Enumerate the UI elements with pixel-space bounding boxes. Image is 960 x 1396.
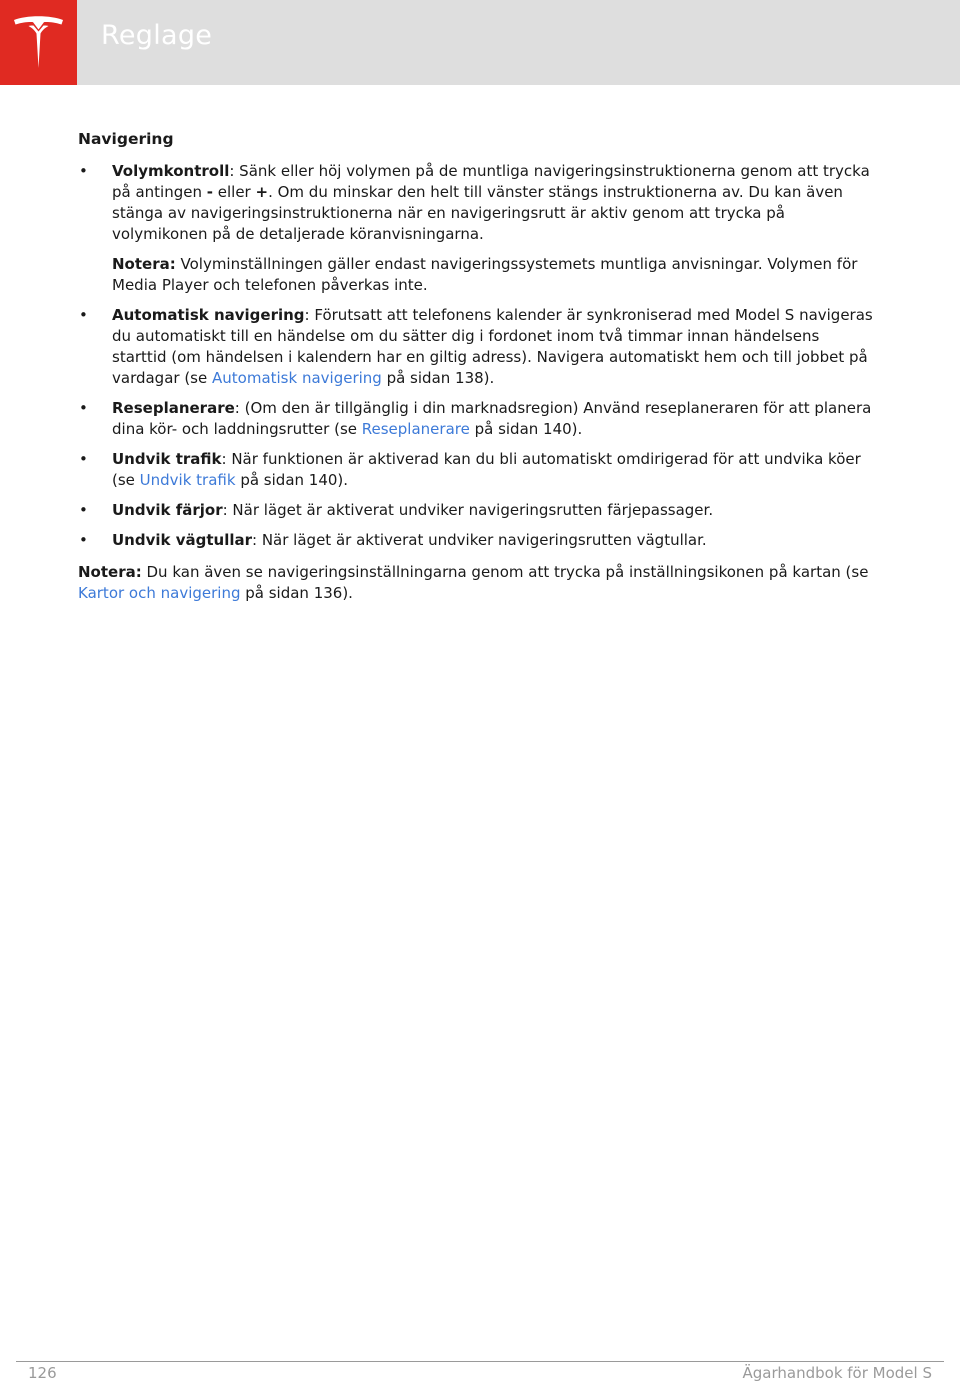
bullet-icon: • [79, 531, 88, 549]
item-term: Undvik färjor [112, 501, 223, 519]
link-automatisk-navigering[interactable]: Automatisk navigering [212, 369, 382, 387]
item-text: eller [213, 183, 256, 201]
item-text: på sidan 138). [381, 369, 495, 387]
item-term: Reseplanerare [112, 399, 235, 417]
note-text: på sidan 136). [240, 584, 353, 602]
item-text: på sidan 140). [469, 420, 583, 438]
bullet-icon: • [79, 162, 88, 180]
item-text: : Förutsatt att telefonens kalender är synkroniserad med Model S navigeras du automatiskt till en händelse om du sätter dig i fordonet inom två timmar innan händelsens starttid (om händelsen i kalendern har en giltig adress). Navigera automatiskt hem och till jobbet på vardagar (se [112, 306, 873, 387]
link-undvik-trafik[interactable]: Undvik trafik [139, 471, 236, 489]
footer-divider [16, 1361, 944, 1362]
item-text: : När funktionen är aktiverad kan du bli automatiskt omdirigerad för att undvika köer (se [112, 450, 861, 489]
final-note [78, 562, 878, 604]
list-item-undvik-vagtullar [78, 530, 878, 551]
logo-box [0, 0, 77, 85]
link-reseplanerare[interactable]: Reseplanerare [361, 420, 470, 438]
link-kartor-och-navigering[interactable]: Kartor och navigering [78, 584, 241, 602]
list-item-undvik-farjor [78, 500, 878, 521]
item-text: : När läget är aktiverat undviker navigeringsrutten färjepassager. [222, 501, 714, 519]
bullet-icon: • [79, 399, 88, 417]
item-text: : (Om den är tillgänglig i din marknadsregion) Använd reseplaneraren för att planera dina kör- och laddningsrutter (se [112, 399, 872, 438]
item-term: Undvik vägtullar [112, 531, 253, 549]
item-term: Volymkontroll [112, 162, 230, 180]
page-title: Reglage [101, 20, 213, 51]
settings-list [78, 161, 878, 551]
note-text: Du kan även se navigeringsinställningarna genom att trycka på inställningsikonen på kartan (se [141, 563, 869, 581]
page-number: 126 [28, 1364, 57, 1382]
item-paragraph [112, 161, 878, 245]
list-item-automatisk-navigering [78, 305, 878, 389]
tesla-logo-icon [12, 16, 65, 70]
footer-manual-title: Ägarhandbok för Model S [742, 1364, 932, 1382]
item-text: : När läget är aktiverat undviker navigeringsrutten vägtullar. [252, 531, 707, 549]
note-label: Notera: [78, 563, 142, 581]
item-term: Undvik trafik [112, 450, 222, 468]
note-text: Volyminställningen gäller endast navigeringssystemets muntliga anvisningar. Volymen för Media Player och telefonen påverkas inte. [112, 255, 858, 294]
list-item-volymkontroll [78, 161, 878, 296]
section-heading: Navigering [78, 130, 174, 148]
item-text: på sidan 140). [235, 471, 349, 489]
bullet-icon: • [79, 501, 88, 519]
bullet-icon: • [79, 450, 88, 468]
minus-symbol: - [206, 183, 213, 201]
list-item-reseplanerare [78, 398, 878, 440]
item-note [112, 254, 878, 296]
plus-symbol: + [255, 183, 269, 201]
bullet-icon: • [79, 306, 88, 324]
list-item-undvik-trafik [78, 449, 878, 491]
item-text: : Sänk eller höj volymen på de muntliga navigeringsinstruktionerna genom att trycka på antingen [112, 162, 870, 201]
item-text: . Om du minskar den helt till vänster stängs instruktionerna av. Du kan även stänga av navigeringsinstruktionerna när en navigeringsrutt är aktiv genom att trycka på volymikonen på de detaljerade köranvisningarna. [112, 183, 843, 243]
page-header [0, 0, 960, 85]
note-label: Notera: [112, 255, 176, 273]
item-term: Automatisk navigering [112, 306, 305, 324]
main-content [78, 129, 878, 604]
